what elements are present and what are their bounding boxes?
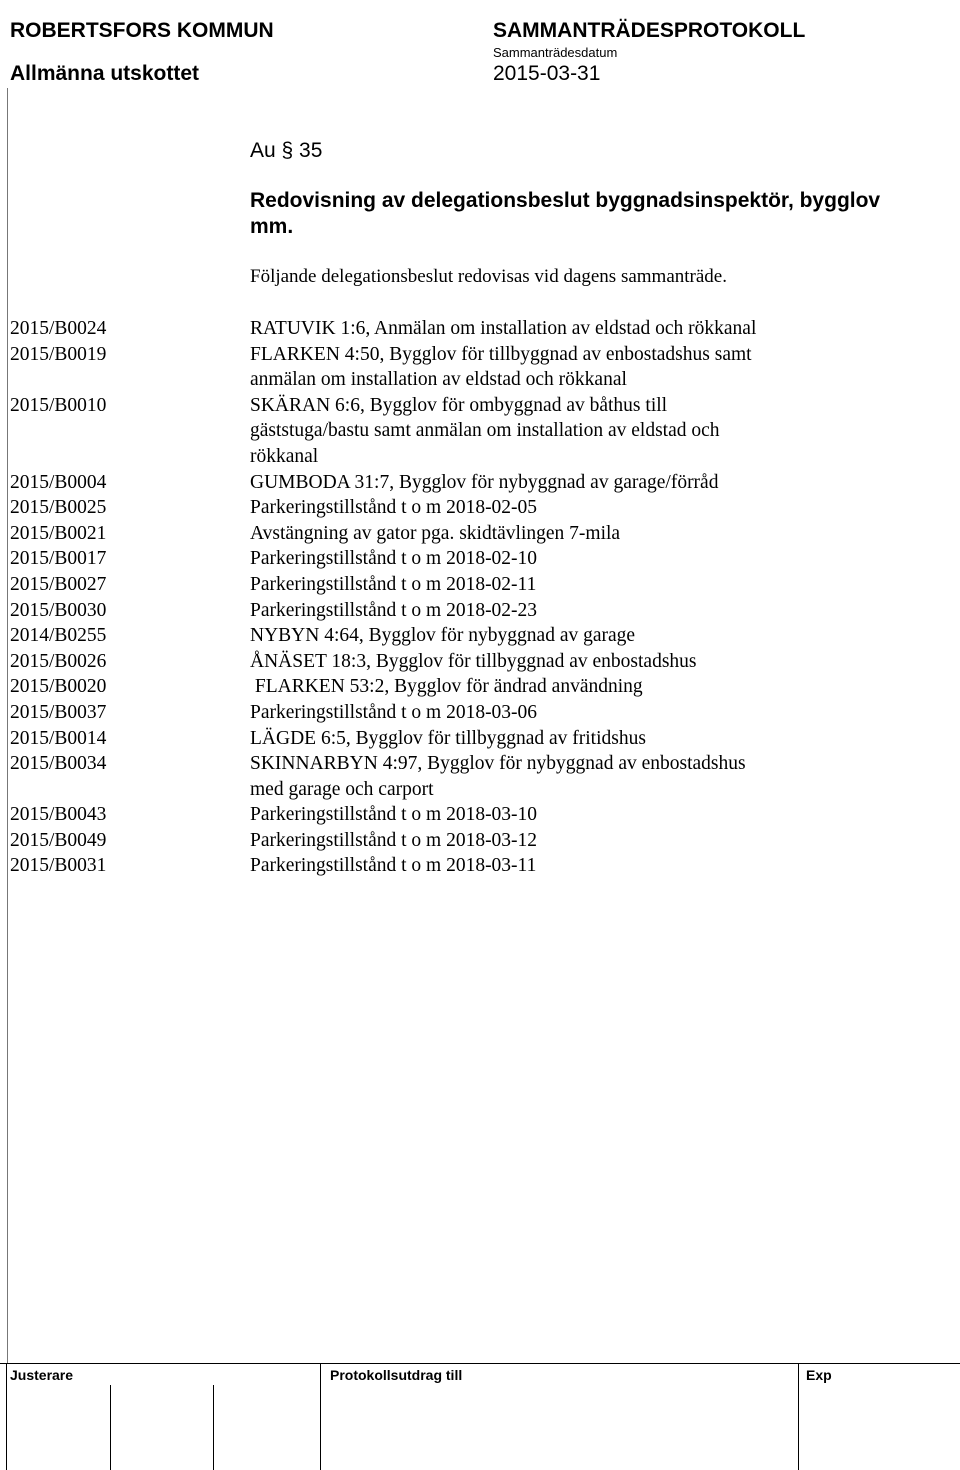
decision-row-continuation <box>10 777 910 803</box>
organization-name: ROBERTSFORS KOMMUN <box>10 19 274 42</box>
footer-border-left <box>6 1363 7 1470</box>
document-type: SAMMANTRÄDESPROTOKOLL <box>493 19 806 42</box>
decision-id: 2015/B0025 <box>10 497 107 519</box>
decision-row <box>10 342 910 368</box>
decision-id: 2015/B0026 <box>10 650 107 672</box>
decision-text: Parkeringstillstånd t o m 2018-02-23 <box>250 599 538 621</box>
decision-text: Parkeringstillstånd t o m 2018-03-06 <box>250 701 538 723</box>
decision-id: 2015/B0021 <box>10 522 107 544</box>
decision-text: FLARKEN 53:2, Bygglov för ändrad användning <box>250 676 643 698</box>
decision-text: Parkeringstillstånd t o m 2018-03-11 <box>250 855 537 877</box>
decision-id-spacer <box>10 367 250 393</box>
decision-row <box>10 470 910 496</box>
protokollsutdrag-label: Protokollsutdrag till <box>330 1367 463 1383</box>
decision-text: Parkeringstillstånd t o m 2018-03-12 <box>250 829 538 851</box>
signature-box-divider-2 <box>213 1385 214 1470</box>
decision-row <box>10 674 910 700</box>
decision-id-spacer <box>10 444 250 470</box>
decision-text: Parkeringstillstånd t o m 2018-03-10 <box>250 804 538 826</box>
decision-id: 2015/B0019 <box>10 343 107 365</box>
decision-row <box>10 828 910 854</box>
decision-id-spacer <box>10 418 250 444</box>
decision-row <box>10 572 910 598</box>
decision-text: NYBYN 4:64, Bygglov för nybyggnad av garage <box>250 625 636 647</box>
decision-list <box>10 316 910 879</box>
decision-id: 2014/B0255 <box>10 625 107 647</box>
decision-text: SKÄRAN 6:6, Bygglov för ombyggnad av båthus till <box>250 394 668 416</box>
exp-label: Exp <box>806 1367 832 1383</box>
decision-row <box>10 700 910 726</box>
decision-row <box>10 495 910 521</box>
decision-text: RATUVIK 1:6, Anmälan om installation av eldstad och rökkanal <box>250 318 757 339</box>
decision-id-spacer <box>10 777 250 803</box>
date-label: Sammanträdesdatum <box>493 45 618 60</box>
decision-id: 2015/B0030 <box>10 599 107 621</box>
decision-id: 2015/B0037 <box>10 701 107 723</box>
section-title: Redovisning av delegationsbeslut byggnadsinspektör, bygglov mm. <box>250 189 881 238</box>
decision-text: GUMBODA 31:7, Bygglov för nybyggnad av garage/förråd <box>250 471 719 493</box>
decision-row <box>10 521 910 547</box>
decision-row <box>10 751 910 777</box>
decision-id: 2015/B0034 <box>10 753 107 775</box>
decision-row-continuation <box>10 418 910 444</box>
decision-row <box>10 726 910 752</box>
decision-row <box>10 649 910 675</box>
decision-text-continued: med garage och carport <box>250 778 434 800</box>
signature-box-divider-1 <box>110 1385 111 1470</box>
decision-text: SKINNARBYN 4:97, Bygglov för nybyggnad av enbostadshus <box>250 753 746 775</box>
footer-divider <box>0 1363 960 1364</box>
decision-id: 2015/B0014 <box>10 727 107 749</box>
decision-row <box>10 316 910 342</box>
decision-id: 2015/B0020 <box>10 676 107 698</box>
decision-text: ÅNÄSET 18:3, Bygglov för tillbyggnad av enbostadshus <box>250 650 697 672</box>
decision-id: 2015/B0004 <box>10 471 107 493</box>
decision-row <box>10 623 910 649</box>
decision-text: Avstängning av gator pga. skidtävlingen 7-mila <box>250 522 621 544</box>
decision-row <box>10 393 910 419</box>
left-margin-line <box>7 88 8 1363</box>
footer-column-divider-1 <box>320 1363 321 1470</box>
decision-id: 2015/B0043 <box>10 804 107 826</box>
decision-id: 2015/B0031 <box>10 855 107 877</box>
decision-row <box>10 546 910 572</box>
decision-id: 2015/B0010 <box>10 394 107 416</box>
intro-text: Följande delegationsbeslut redovisas vid dagens sammanträde. <box>250 266 727 287</box>
decision-row <box>10 853 910 879</box>
decision-id: 2015/B0049 <box>10 829 107 851</box>
decision-text-continued: anmälan om installation av eldstad och rökkanal <box>250 369 627 391</box>
decision-text-continued: rökkanal <box>250 445 319 467</box>
decision-row <box>10 802 910 828</box>
decision-row-continuation <box>10 444 910 470</box>
decision-text: FLARKEN 4:50, Bygglov för tillbyggnad av enbostadshus samt <box>250 343 752 365</box>
meeting-date: 2015-03-31 <box>493 62 601 85</box>
committee-name: Allmänna utskottet <box>10 62 200 85</box>
decision-id: 2015/B0017 <box>10 548 107 570</box>
decision-row <box>10 598 910 624</box>
footer-column-divider-2 <box>798 1363 799 1470</box>
decision-text: Parkeringstillstånd t o m 2018-02-10 <box>250 548 538 570</box>
decision-id: 2015/B0024 <box>10 318 107 339</box>
decision-text: LÄGDE 6:5, Bygglov för tillbyggnad av fritidshus <box>250 727 646 749</box>
decision-id: 2015/B0027 <box>10 573 107 595</box>
decision-row-continuation <box>10 367 910 393</box>
decision-text: Parkeringstillstånd t o m 2018-02-05 <box>250 497 538 519</box>
footer <box>0 1363 960 1470</box>
decision-text: Parkeringstillstånd t o m 2018-02-11 <box>250 573 537 595</box>
section-number: Au § 35 <box>250 139 323 162</box>
decision-text-continued: gäststuga/bastu samt anmälan om installation av eldstad och <box>250 420 720 442</box>
justerare-label: Justerare <box>10 1367 74 1383</box>
